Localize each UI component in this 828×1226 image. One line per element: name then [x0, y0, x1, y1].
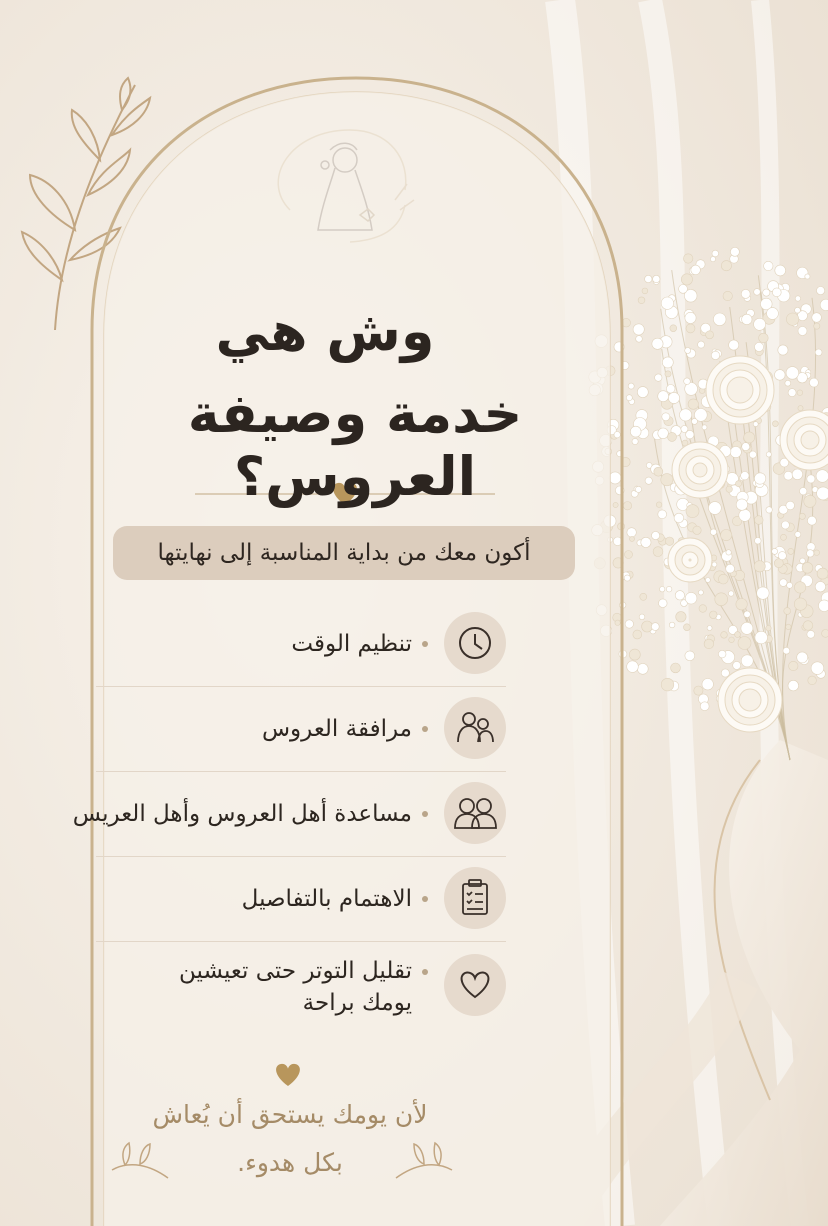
bullet-dot [422, 641, 428, 647]
service-label-bride: مرافقة العروس [261, 716, 412, 742]
service-label-stress-line-1: تقليل التوتر حتى تعيشين [179, 958, 412, 984]
service-label-stress [179, 955, 412, 1019]
divider [96, 856, 506, 857]
service-item-families [70, 798, 440, 830]
bullet-dot [422, 811, 428, 817]
service-label-families: مساعدة أهل العروس وأهل العريس [72, 801, 412, 827]
service-item-details [120, 883, 440, 915]
bullet-dot [422, 969, 428, 975]
divider [96, 686, 506, 687]
divider [96, 941, 506, 942]
bullet-dot [422, 896, 428, 902]
service-label-stress-line-2: يومك براحة [302, 990, 412, 1016]
service-label-time: تنظيم الوقت [291, 631, 412, 657]
subtitle-pill: أكون معك من بداية المناسبة إلى نهايتها [113, 526, 575, 580]
page-title-line-1: وش هي [215, 300, 435, 363]
page-title-line-2: خدمة وصيفة العروس؟ [187, 382, 523, 508]
service-item-stress [120, 955, 440, 1019]
service-item-time [120, 628, 440, 660]
divider [96, 771, 506, 772]
bullet-dot [422, 726, 428, 732]
service-label-details: الاهتمام بالتفاصيل [241, 886, 412, 912]
service-item-bride [120, 713, 440, 745]
footer-line-1: لأن يومك يستحق أن يُعاش [152, 1100, 428, 1129]
footer-line-2: بكل هدوء. [237, 1148, 343, 1177]
